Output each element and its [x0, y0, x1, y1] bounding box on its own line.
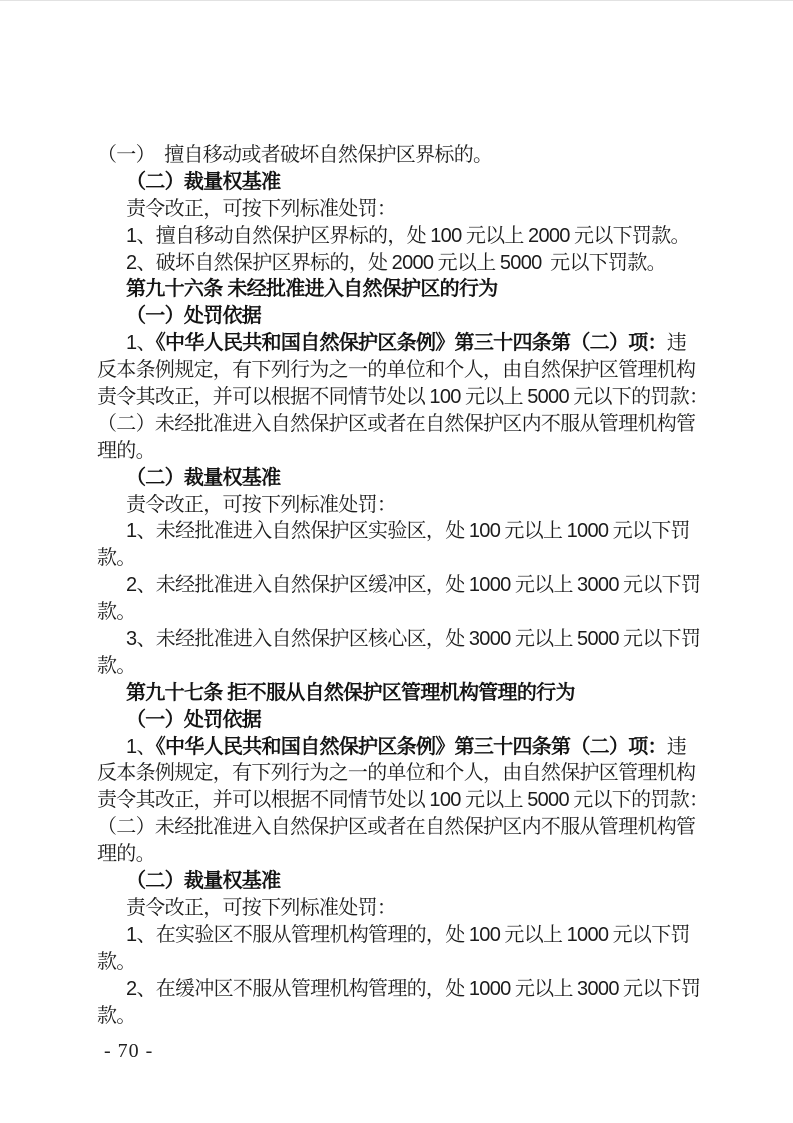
body-text: 元以上 [510, 574, 578, 597]
body-text: 、 [136, 332, 156, 355]
body-text: 反本条例规定，有下列行为之一的单位和个人，由自然保护区管理机构 [97, 762, 696, 785]
heading-line [97, 169, 737, 196]
heading-line [97, 868, 737, 895]
numeric-text: 100 [429, 386, 461, 409]
numeric-text: 1000 [468, 977, 511, 1000]
body-text: 理的。 [97, 843, 155, 866]
body-text: 、 [136, 735, 156, 758]
bold-text: 《中华人民共和国自然保护区条例》第三十四条第（二）项： [155, 735, 667, 758]
document-body [97, 142, 737, 1029]
heading-line [97, 707, 737, 734]
body-text: 元以下罚 [608, 923, 690, 946]
text-line [97, 841, 737, 868]
text-line [97, 734, 737, 761]
bold-text: （二）裁量权基准 [126, 870, 281, 893]
bold-text: 第九十六条 未经批准进入自然保护区的行为 [126, 278, 498, 301]
numeric-text: 1000 [566, 923, 609, 946]
body-text: 、破坏自然保护区界标的，处 [136, 251, 392, 274]
body-text: 元以上 [433, 251, 500, 274]
text-line [97, 599, 737, 626]
bold-text: （二）裁量权基准 [126, 466, 281, 489]
body-text: 责令改正，可按下列标准处罚： [126, 197, 397, 220]
numeric-text: 100 [468, 923, 501, 946]
numeric-text: 2 [126, 977, 137, 1000]
numeric-text: 2000 [528, 224, 570, 247]
body-text: 元以下罚 [618, 977, 701, 1000]
numeric-text: 3000 [577, 574, 619, 597]
body-text: （二）未经批准进入自然保护区或者在自然保护区内不服从管理机构管 [97, 412, 696, 435]
body-text: 责令其改正，并可以根据不同情节处以 [97, 789, 430, 812]
numeric-text: 2000 [391, 251, 434, 274]
bold-text: （二）裁量权基准 [126, 170, 281, 193]
body-text: 、未经批准进入自然保护区缓冲区，处 [136, 574, 469, 597]
heading-line [97, 680, 737, 707]
body-text: 元以下罚 [608, 520, 690, 543]
text-line [97, 814, 737, 841]
text-line [97, 922, 737, 949]
text-line [97, 760, 737, 787]
text-line [97, 949, 737, 976]
numeric-text: 1 [126, 923, 137, 946]
numeric-text: 3000 [577, 977, 619, 1000]
numeric-text: 1 [126, 332, 137, 355]
heading-line [97, 303, 737, 330]
body-text: 元以下罚 [618, 574, 701, 597]
numeric-text: 1000 [468, 574, 511, 597]
body-text: 元以下罚款。 [541, 251, 666, 274]
body-text: 反本条例规定，有下列行为之一的单位和个人，由自然保护区管理机构 [97, 359, 696, 382]
text-line [97, 787, 737, 814]
numeric-text: 5000 [527, 386, 569, 409]
numeric-text: 5000 [577, 628, 619, 651]
text-line [97, 411, 737, 438]
text-line [97, 492, 737, 519]
text-line [97, 572, 737, 599]
body-text: 元以下罚款。 [569, 224, 690, 247]
numeric-text: 2 [126, 574, 137, 597]
bold-text: 第九十七条 拒不服从自然保护区管理机构管理的行为 [126, 681, 575, 704]
body-text: 元以下的罚款： [568, 789, 709, 812]
numeric-text: 5000 [527, 789, 569, 812]
text-line [97, 895, 737, 922]
text-line [97, 357, 737, 384]
body-text: 款。 [97, 950, 136, 973]
body-text: 、在实验区不服从管理机构管理的，处 [136, 923, 469, 946]
heading-line [97, 465, 737, 492]
body-text: 、未经批准进入自然保护区实验区，处 [136, 520, 469, 543]
body-text: 款。 [97, 601, 136, 624]
text-line [97, 626, 737, 653]
numeric-text: 5000 [499, 251, 542, 274]
body-text: 违 [666, 332, 687, 355]
body-text: 责令改正，可按下列标准处罚： [126, 493, 397, 516]
body-text: 元以上 [510, 977, 578, 1000]
numeric-text: 1 [126, 735, 137, 758]
numeric-text: 1 [126, 520, 137, 543]
body-text: 元以上 [500, 520, 567, 543]
numeric-text: 3 [126, 628, 137, 651]
body-text: 、未经批准进入自然保护区核心区，处 [136, 628, 469, 651]
text-line [97, 1003, 737, 1030]
body-text: （一） 擅自移动或者破坏自然保护区界标的。 [97, 144, 493, 166]
text-line [97, 384, 737, 411]
text-line [97, 250, 737, 277]
numeric-text: 1000 [566, 520, 609, 543]
body-text: 理的。 [97, 439, 155, 462]
body-text: 款。 [97, 1004, 136, 1027]
numeric-text: 2 [126, 251, 137, 274]
bold-text: 《中华人民共和国自然保护区条例》第三十四条第（二）项： [155, 332, 667, 355]
body-text: 元以上 [461, 224, 529, 247]
body-text: 、在缓冲区不服从管理机构管理的，处 [136, 977, 469, 1000]
body-text: 元以上 [510, 628, 578, 651]
text-line [97, 653, 737, 680]
page-number: - 70 - [104, 1040, 154, 1062]
numeric-text: 100 [430, 224, 462, 247]
body-text: 元以上 [500, 923, 567, 946]
numeric-text: 1 [126, 224, 137, 247]
body-text: 元以上 [460, 789, 528, 812]
text-line [97, 330, 737, 357]
text-line [97, 438, 737, 465]
body-text: 违 [666, 735, 687, 758]
numeric-text: 3000 [468, 628, 511, 651]
bold-text: （一）处罚依据 [126, 708, 262, 731]
body-text: 元以下罚 [618, 628, 701, 651]
text-line [97, 223, 737, 250]
numeric-text: 100 [468, 520, 501, 543]
text-line [97, 976, 737, 1003]
body-text: 元以下的罚款： [568, 386, 709, 409]
text-line [97, 518, 737, 545]
bold-text: （一）处罚依据 [126, 305, 262, 328]
text-line [97, 196, 737, 223]
text-line [97, 545, 737, 572]
text-line [97, 142, 737, 169]
numeric-text: 100 [429, 789, 461, 812]
body-text: 责令其改正，并可以根据不同情节处以 [97, 386, 430, 409]
body-text: 责令改正，可按下列标准处罚： [126, 896, 397, 919]
body-text: 、擅自移动自然保护区界标的，处 [136, 224, 431, 247]
body-text: 款。 [97, 547, 136, 570]
heading-line [97, 276, 737, 303]
body-text: 款。 [97, 654, 136, 677]
body-text: 元以上 [460, 386, 528, 409]
body-text: （二）未经批准进入自然保护区或者在自然保护区内不服从管理机构管 [97, 816, 696, 839]
